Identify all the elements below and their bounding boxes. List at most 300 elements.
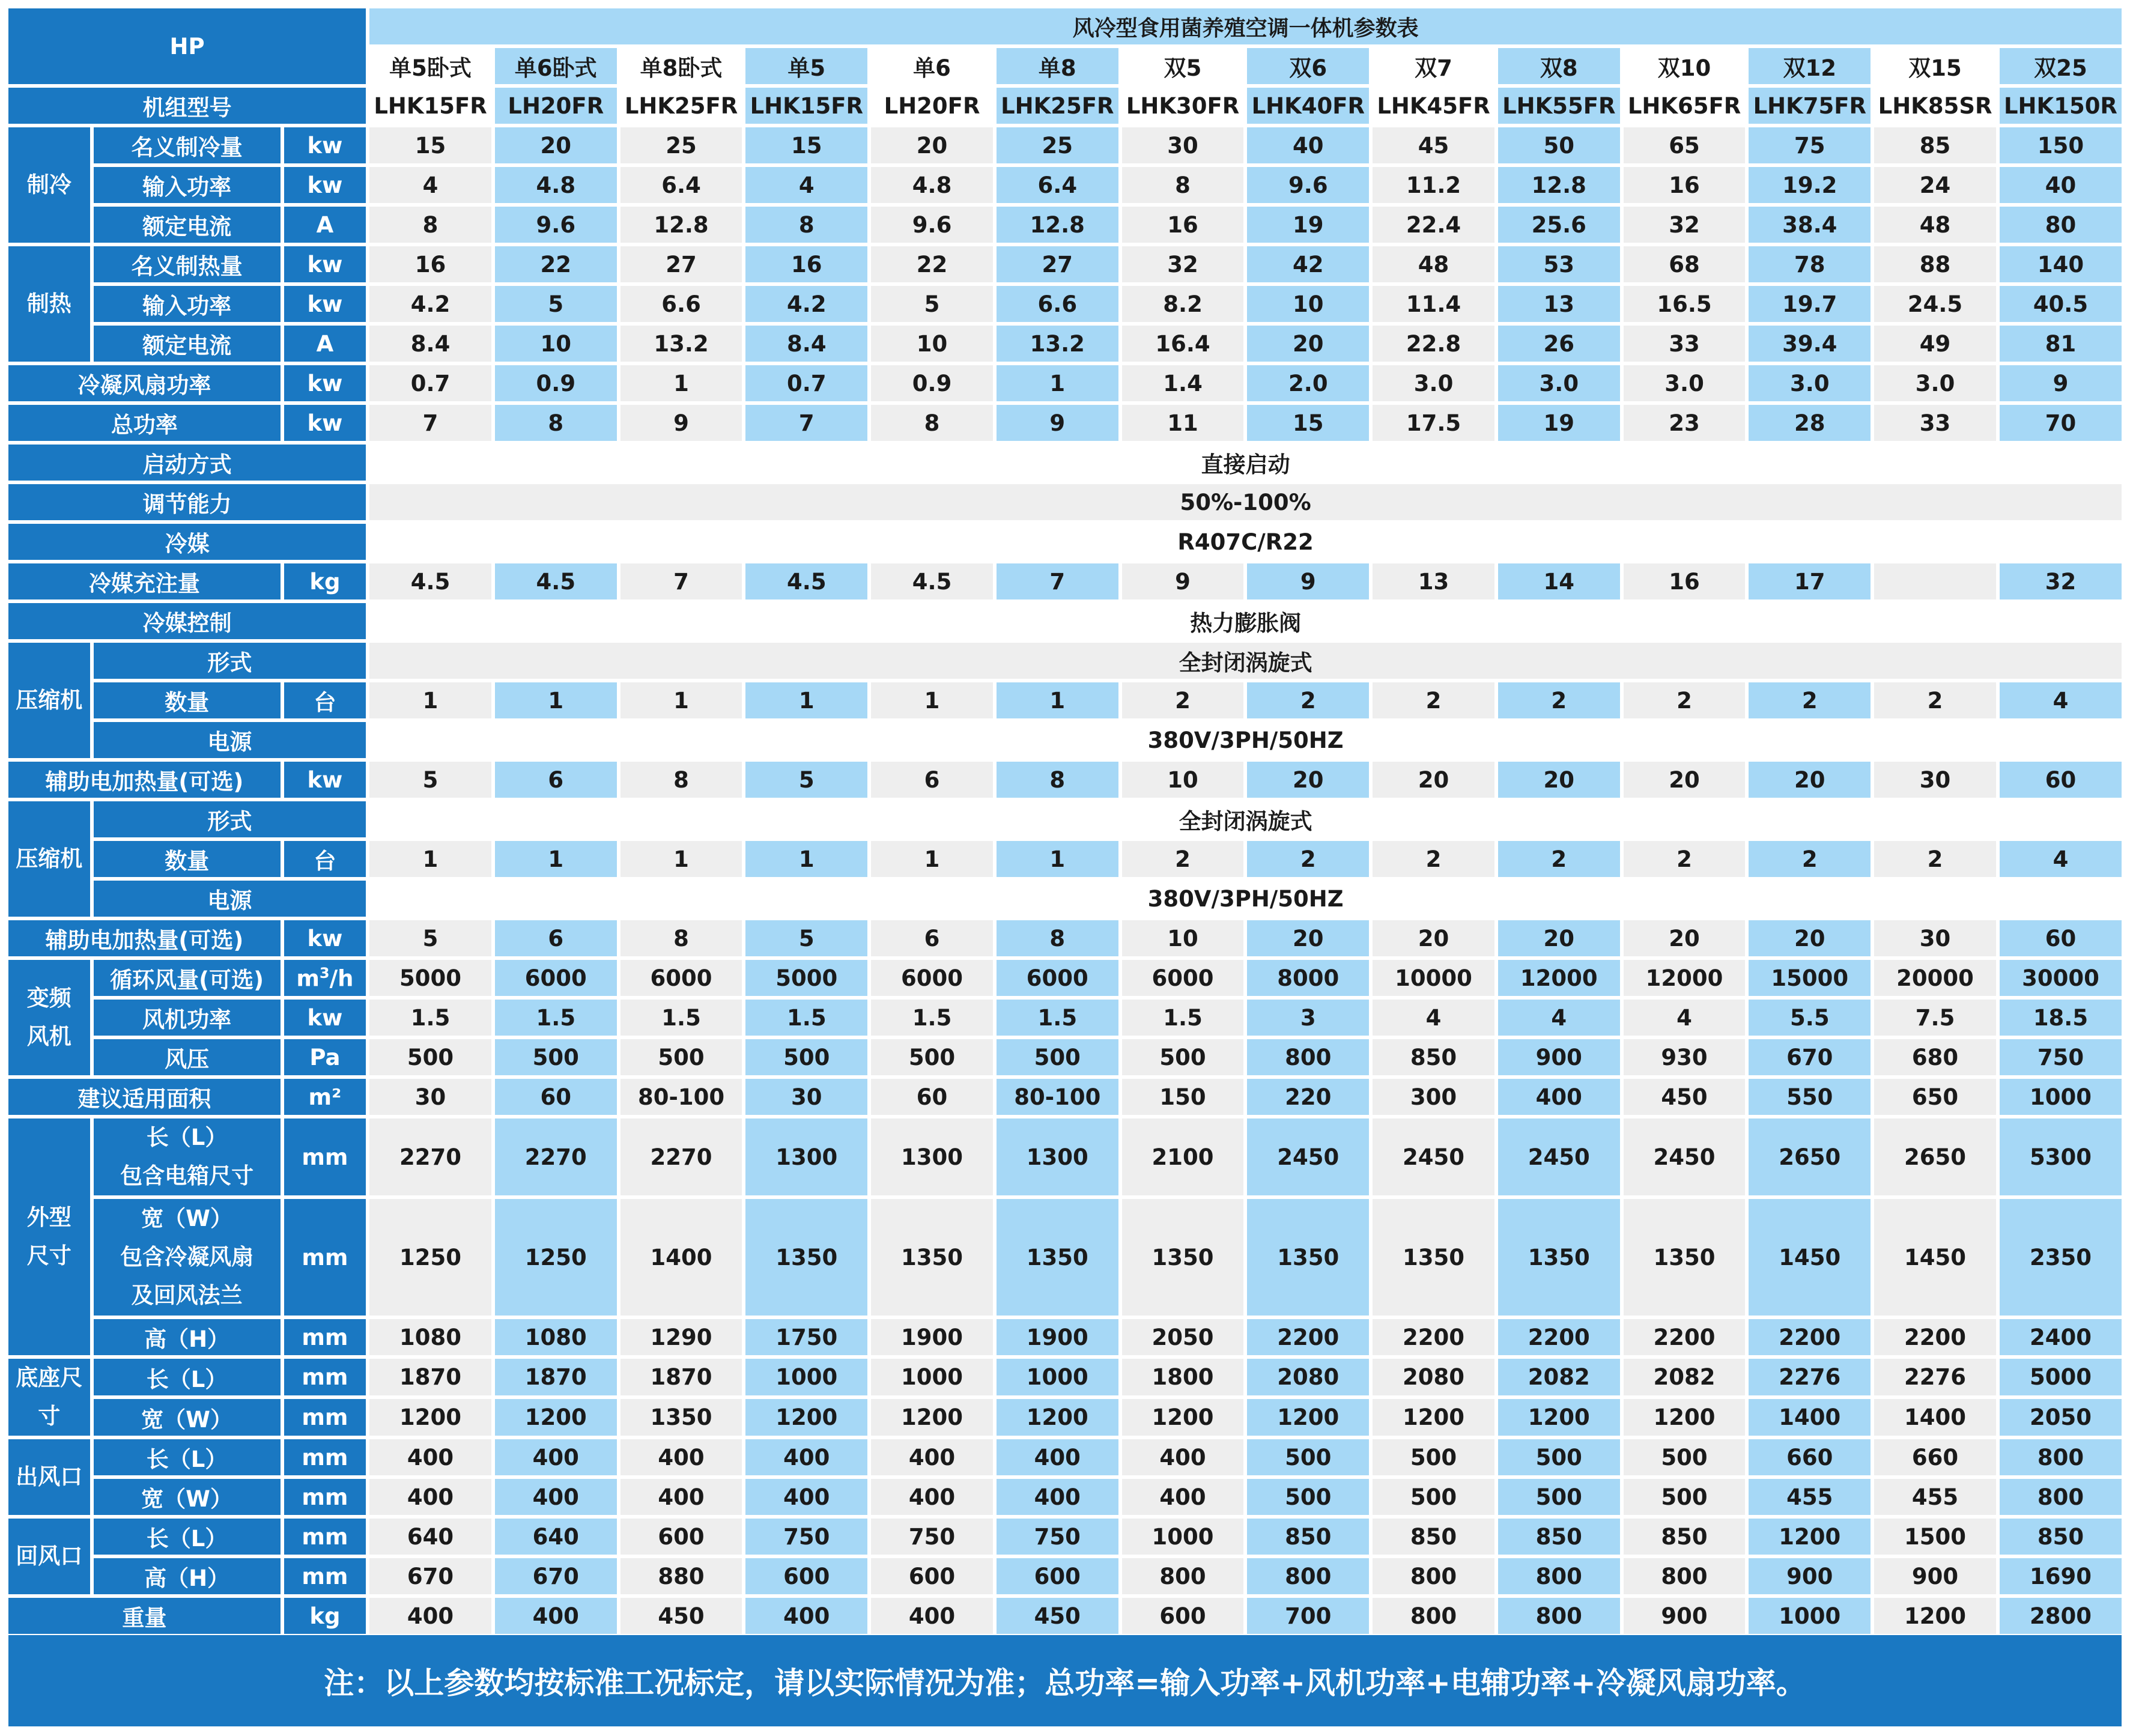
value-cell: 6 [871, 762, 993, 798]
value-cell: 65 [1624, 127, 1746, 163]
value-cell: 6000 [1122, 960, 1244, 996]
value-cell: 1300 [871, 1118, 993, 1195]
value-cell: 450 [620, 1598, 742, 1634]
value-cell: 1 [620, 682, 742, 718]
value-cell: 400 [620, 1479, 742, 1515]
hp-cell: 单8 [997, 48, 1118, 84]
group-label: 压缩机 [8, 643, 90, 758]
value-cell: 38.4 [1749, 207, 1871, 243]
value-cell: 400 [871, 1439, 993, 1475]
value-cell: 10 [495, 326, 617, 362]
value-cell: 2650 [1749, 1118, 1871, 1195]
value-cell: 1350 [620, 1399, 742, 1436]
value-cell: 2450 [1624, 1118, 1746, 1195]
value-cell: 80-100 [620, 1079, 742, 1115]
value-cell: 670 [1749, 1039, 1871, 1075]
value-cell: 4 [369, 167, 491, 203]
value-cell: 800 [1373, 1558, 1494, 1594]
row-label: 冷凝风扇功率 [8, 365, 281, 401]
hp-cell: 双5 [1122, 48, 1244, 84]
model-row [8, 88, 2122, 124]
value-cell: 2100 [1122, 1118, 1244, 1195]
value-cell: 500 [997, 1039, 1118, 1075]
value-cell: 1 [997, 365, 1118, 401]
value-cell: 11.2 [1373, 167, 1494, 203]
value-cell: 850 [1498, 1519, 1620, 1555]
value-cell: 48 [1874, 207, 1996, 243]
value-cell: 450 [997, 1598, 1118, 1634]
value-cell: 400 [745, 1439, 867, 1475]
value-cell: 2200 [1749, 1319, 1871, 1355]
value-cell: 9 [2000, 365, 2122, 401]
unit-cell: mm [284, 1558, 366, 1594]
value-cell: 5 [745, 762, 867, 798]
value-cell: 81 [2000, 326, 2122, 362]
value-cell: 8 [997, 920, 1118, 956]
value-cell: 26 [1498, 326, 1620, 362]
value-cell: 850 [1247, 1519, 1369, 1555]
value-cell: 12000 [1624, 960, 1746, 996]
value-cell: 28 [1749, 405, 1871, 441]
value-cell: 50 [1498, 127, 1620, 163]
value-cell: 20 [1498, 920, 1620, 956]
group-label-line: 尺寸 [26, 1243, 71, 1269]
row-label: 宽（W） [94, 1399, 281, 1436]
value-cell: 850 [2000, 1519, 2122, 1555]
row-label: 长（L） [94, 1439, 281, 1475]
value-cell: 9 [620, 405, 742, 441]
value-cell: 17 [1749, 563, 1871, 599]
value-cell: 400 [1498, 1079, 1620, 1115]
value-cell: 19.2 [1749, 167, 1871, 203]
row-label: 输入功率 [94, 167, 281, 203]
value-cell: 8 [620, 920, 742, 956]
value-cell: 1 [495, 841, 617, 877]
value-cell: 39.4 [1749, 326, 1871, 362]
value-cell: 1 [871, 682, 993, 718]
value-cell: 400 [620, 1439, 742, 1475]
row-comp_qty [8, 841, 2122, 877]
unit-cell: A [284, 326, 366, 362]
value-cell: 2082 [1624, 1359, 1746, 1395]
value-cell: 1 [620, 841, 742, 877]
value-cell: 6.6 [997, 286, 1118, 322]
unit-cell: kg [284, 563, 366, 599]
value-cell: 70 [2000, 405, 2122, 441]
value-cell: 1870 [495, 1359, 617, 1395]
value-cell: 1450 [1749, 1199, 1871, 1316]
value-cell: 1.5 [495, 1000, 617, 1036]
hp-cell: 双7 [1373, 48, 1494, 84]
value-cell: 2450 [1373, 1118, 1494, 1195]
value-cell: 8 [495, 405, 617, 441]
group-label [8, 1118, 90, 1355]
value-cell: 32 [1122, 246, 1244, 282]
value-cell: 550 [1749, 1079, 1871, 1115]
row-base_l [8, 1359, 2122, 1395]
row-out_l [8, 1439, 2122, 1475]
value-cell: 800 [1498, 1598, 1620, 1634]
value-cell: 80-100 [997, 1079, 1118, 1115]
value-cell: 11 [1122, 405, 1244, 441]
unit-tail: /h [329, 965, 354, 992]
value-cell: 20 [1749, 920, 1871, 956]
value-cell: 53 [1498, 246, 1620, 282]
model-cell: LHK65FR [1624, 88, 1746, 124]
value-cell: 2450 [1498, 1118, 1620, 1195]
value-cell: 19.7 [1749, 286, 1871, 322]
value-cell: 1 [369, 841, 491, 877]
row-label: 冷媒控制 [8, 603, 366, 639]
value-cell: 20 [1373, 762, 1494, 798]
value-cell: 800 [2000, 1439, 2122, 1475]
value-cell: 7 [369, 405, 491, 441]
value-cell: 9.6 [495, 207, 617, 243]
value-cell: 12.8 [620, 207, 742, 243]
row-comp_power [8, 722, 2122, 758]
value-cell: 500 [1624, 1439, 1746, 1475]
value-cell: 800 [1498, 1558, 1620, 1594]
row-label: 名义制热量 [94, 246, 281, 282]
value-cell: 88 [1874, 246, 1996, 282]
value-cell: 5 [369, 762, 491, 798]
value-cell: 500 [1373, 1479, 1494, 1515]
value-cell: 85 [1874, 127, 1996, 163]
value-cell: 23 [1624, 405, 1746, 441]
value-cell: 40 [2000, 167, 2122, 203]
value-cell: 4.8 [495, 167, 617, 203]
spec-table-wrapper [8, 8, 2122, 1637]
value-cell: 16.5 [1624, 286, 1746, 322]
row-cool_cap [8, 127, 2122, 163]
value-cell: 3.0 [1874, 365, 1996, 401]
value-cell: 10 [1122, 920, 1244, 956]
value-cell: 1200 [1373, 1399, 1494, 1436]
value-cell: 1200 [1874, 1598, 1996, 1634]
value-cell: 30 [1874, 762, 1996, 798]
value-cell: 30 [1874, 920, 1996, 956]
value-cell: 20 [1373, 920, 1494, 956]
value-cell: 1350 [745, 1199, 867, 1316]
value-cell: 150 [2000, 127, 2122, 163]
group-label-line: 寸 [38, 1403, 61, 1429]
value-cell: 60 [495, 1079, 617, 1115]
value-cell: 1350 [1122, 1199, 1244, 1316]
value-cell: 2 [1624, 841, 1746, 877]
value-cell: 500 [1624, 1479, 1746, 1515]
value-cell: 16 [1624, 167, 1746, 203]
value-cell: 1200 [871, 1399, 993, 1436]
value-cell: 4.5 [745, 563, 867, 599]
value-cell: 1690 [2000, 1558, 2122, 1594]
value-cell: 2 [1373, 841, 1494, 877]
value-cell: 15 [369, 127, 491, 163]
row-label: 形式 [94, 643, 366, 679]
model-cell: LH20FR [871, 88, 993, 124]
group-label: 回风口 [8, 1519, 90, 1594]
group-label-line: 底座尺 [16, 1365, 83, 1391]
value-cell: 6 [871, 920, 993, 956]
row-label: 额定电流 [94, 207, 281, 243]
value-cell: 16 [1624, 563, 1746, 599]
value-cell: 24.5 [1874, 286, 1996, 322]
value-cell: 20 [1624, 920, 1746, 956]
value-cell: 2.0 [1247, 365, 1369, 401]
value-cell: 600 [620, 1519, 742, 1555]
value-cell: 1.5 [369, 1000, 491, 1036]
unit-cell: mm [284, 1519, 366, 1555]
value-cell: 640 [495, 1519, 617, 1555]
row-cool_power [8, 167, 2122, 203]
unit-base: m [296, 965, 320, 992]
value-cell: 750 [2000, 1039, 2122, 1075]
value-cell: 500 [745, 1039, 867, 1075]
value-cell: 8 [1122, 167, 1244, 203]
unit-cell: kw [284, 920, 366, 956]
value-cell: 5 [495, 286, 617, 322]
value-cell: 17.5 [1373, 405, 1494, 441]
row-label [94, 1199, 281, 1316]
model-cell: LH20FR [495, 88, 617, 124]
row-label: 风压 [94, 1039, 281, 1075]
value-cell: 850 [1373, 1519, 1494, 1555]
group-label-line: 风机 [26, 1024, 71, 1049]
value-cell: 1000 [871, 1359, 993, 1395]
row-comp_power [8, 881, 2122, 917]
group-label: 制热 [8, 246, 90, 362]
value-cell: 660 [1874, 1439, 1996, 1475]
span-value: 全封闭涡旋式 [369, 801, 2122, 837]
value-cell: 1.5 [745, 1000, 867, 1036]
value-cell: 1250 [495, 1199, 617, 1316]
model-cell: LHK55FR [1498, 88, 1620, 124]
value-cell: 14 [1498, 563, 1620, 599]
value-cell: 1 [871, 841, 993, 877]
row-comp_type [8, 643, 2122, 679]
value-cell: 1870 [620, 1359, 742, 1395]
row-dim_h [8, 1319, 2122, 1355]
row-label: 长（L） [94, 1359, 281, 1395]
span-value: 直接启动 [369, 445, 2122, 481]
value-cell: 1200 [1624, 1399, 1746, 1436]
span-value: R407C/R22 [369, 524, 2122, 560]
span-value: 380V/3PH/50HZ [369, 881, 2122, 917]
value-cell: 8.2 [1122, 286, 1244, 322]
value-cell: 9 [997, 405, 1118, 441]
value-cell: 8 [997, 762, 1118, 798]
value-cell: 12000 [1498, 960, 1620, 996]
unit-cell: kw [284, 1000, 366, 1036]
value-cell: 800 [1624, 1558, 1746, 1594]
value-cell: 6.4 [997, 167, 1118, 203]
value-cell: 42 [1247, 246, 1369, 282]
value-cell: 2 [1624, 682, 1746, 718]
value-cell: 8 [745, 207, 867, 243]
value-cell: 20 [1498, 762, 1620, 798]
value-cell: 2276 [1749, 1359, 1871, 1395]
value-cell: 1080 [369, 1319, 491, 1355]
value-cell: 20000 [1874, 960, 1996, 996]
value-cell: 6000 [620, 960, 742, 996]
row-label [94, 1118, 281, 1195]
row-area [8, 1079, 2122, 1115]
value-cell: 4.8 [871, 167, 993, 203]
spec-table [5, 5, 2125, 1637]
value-cell: 400 [997, 1479, 1118, 1515]
value-cell: 60 [2000, 762, 2122, 798]
value-cell: 0.9 [871, 365, 993, 401]
value-cell: 5300 [2000, 1118, 2122, 1195]
value-cell: 650 [1874, 1079, 1996, 1115]
value-cell: 2 [1247, 841, 1369, 877]
value-cell: 5.5 [1749, 1000, 1871, 1036]
value-cell: 400 [997, 1439, 1118, 1475]
value-cell: 7 [745, 405, 867, 441]
value-cell: 2 [1247, 682, 1369, 718]
value-cell: 400 [745, 1479, 867, 1515]
row-label: 启动方式 [8, 445, 366, 481]
value-cell: 80 [2000, 207, 2122, 243]
value-cell: 500 [369, 1039, 491, 1075]
value-cell: 2 [1874, 841, 1996, 877]
value-cell: 1200 [1122, 1399, 1244, 1436]
row-label: 宽（W） [94, 1479, 281, 1515]
value-cell: 10000 [1373, 960, 1494, 996]
value-cell: 500 [1247, 1439, 1369, 1475]
value-cell: 25.6 [1498, 207, 1620, 243]
value-cell: 1.5 [871, 1000, 993, 1036]
hp-cell: 单6 [871, 48, 993, 84]
value-cell: 30 [369, 1079, 491, 1115]
value-cell: 2 [1122, 841, 1244, 877]
value-cell: 2200 [1498, 1319, 1620, 1355]
row-weight [8, 1598, 2122, 1634]
value-cell: 1900 [997, 1319, 1118, 1355]
unit-cell: kw [284, 405, 366, 441]
value-cell: 2 [1749, 682, 1871, 718]
value-cell: 1750 [745, 1319, 867, 1355]
value-cell: 880 [620, 1558, 742, 1594]
value-cell: 1400 [1749, 1399, 1871, 1436]
value-cell: 27 [620, 246, 742, 282]
unit-cell: kw [284, 286, 366, 322]
value-cell: 400 [745, 1598, 867, 1634]
value-cell: 5000 [745, 960, 867, 996]
value-cell: 1350 [997, 1199, 1118, 1316]
model-cell: LHK75FR [1749, 88, 1871, 124]
row-label-line: 长（L） [146, 1124, 228, 1150]
value-cell: 12.8 [1498, 167, 1620, 203]
value-cell: 15000 [1749, 960, 1871, 996]
value-cell: 900 [1624, 1598, 1746, 1634]
unit-cell [284, 960, 366, 996]
value-cell: 455 [1874, 1479, 1996, 1515]
value-cell: 7 [620, 563, 742, 599]
value-cell: 800 [1247, 1039, 1369, 1075]
value-cell: 33 [1624, 326, 1746, 362]
row-aux_heat [8, 762, 2122, 798]
value-cell: 500 [495, 1039, 617, 1075]
value-cell: 1900 [871, 1319, 993, 1355]
row-label: 冷媒 [8, 524, 366, 560]
model-cell: LHK150R [2000, 88, 2122, 124]
span-value: 热力膨胀阀 [369, 603, 2122, 639]
group-label-line: 变频 [26, 985, 71, 1011]
unit-sup: 3 [319, 964, 330, 982]
row-label: 名义制冷量 [94, 127, 281, 163]
value-cell: 20 [1749, 762, 1871, 798]
value-cell: 6000 [997, 960, 1118, 996]
row-fan_power [8, 1000, 2122, 1036]
value-cell: 68 [1624, 246, 1746, 282]
value-cell: 18.5 [2000, 1000, 2122, 1036]
value-cell: 1500 [1874, 1519, 1996, 1555]
row-start_mode [8, 445, 2122, 481]
value-cell: 40.5 [2000, 286, 2122, 322]
value-cell: 1000 [1749, 1598, 1871, 1634]
hp-cell: 双12 [1749, 48, 1871, 84]
value-cell: 33 [1874, 405, 1996, 441]
row-aux_heat [8, 920, 2122, 956]
value-cell: 13 [1373, 563, 1494, 599]
span-value: 50%-100% [369, 484, 2122, 520]
hp-cell: 单6卧式 [495, 48, 617, 84]
value-cell: 10 [1122, 762, 1244, 798]
value-cell: 3 [1247, 1000, 1369, 1036]
value-cell: 5000 [369, 960, 491, 996]
value-cell: 9.6 [871, 207, 993, 243]
unit-cell: kw [284, 127, 366, 163]
hp-cell: 双8 [1498, 48, 1620, 84]
value-cell: 140 [2000, 246, 2122, 282]
value-cell: 2270 [620, 1118, 742, 1195]
row-label: 重量 [8, 1598, 281, 1634]
unit-cell: kg [284, 1598, 366, 1634]
value-cell: 13 [1498, 286, 1620, 322]
row-label: 长（L） [94, 1519, 281, 1555]
value-cell: 1800 [1122, 1359, 1244, 1395]
row-label: 辅助电加热量(可选) [8, 920, 281, 956]
value-cell: 48 [1373, 246, 1494, 282]
value-cell: 9.6 [1247, 167, 1369, 203]
row-refrigerant [8, 524, 2122, 560]
value-cell: 1 [745, 841, 867, 877]
value-cell: 9 [1247, 563, 1369, 599]
value-cell: 1200 [369, 1399, 491, 1436]
value-cell: 2200 [1247, 1319, 1369, 1355]
model-header: 机组型号 [8, 88, 366, 124]
value-cell: 800 [1122, 1558, 1244, 1594]
unit-cell: kw [284, 365, 366, 401]
value-cell: 5000 [2000, 1359, 2122, 1395]
row-base_w [8, 1399, 2122, 1436]
value-cell: 3.0 [1498, 365, 1620, 401]
row-total_power [8, 405, 2122, 441]
value-cell: 20 [495, 127, 617, 163]
value-cell: 20 [1247, 326, 1369, 362]
value-cell: 19 [1247, 207, 1369, 243]
row-label: 形式 [94, 801, 366, 837]
value-cell: 670 [495, 1558, 617, 1594]
value-cell: 1350 [1624, 1199, 1746, 1316]
value-cell: 4 [1373, 1000, 1494, 1036]
value-cell: 1.5 [997, 1000, 1118, 1036]
value-cell: 5 [871, 286, 993, 322]
value-cell: 1 [620, 365, 742, 401]
value-cell: 400 [369, 1598, 491, 1634]
value-cell: 2200 [1373, 1319, 1494, 1355]
value-cell: 500 [871, 1039, 993, 1075]
